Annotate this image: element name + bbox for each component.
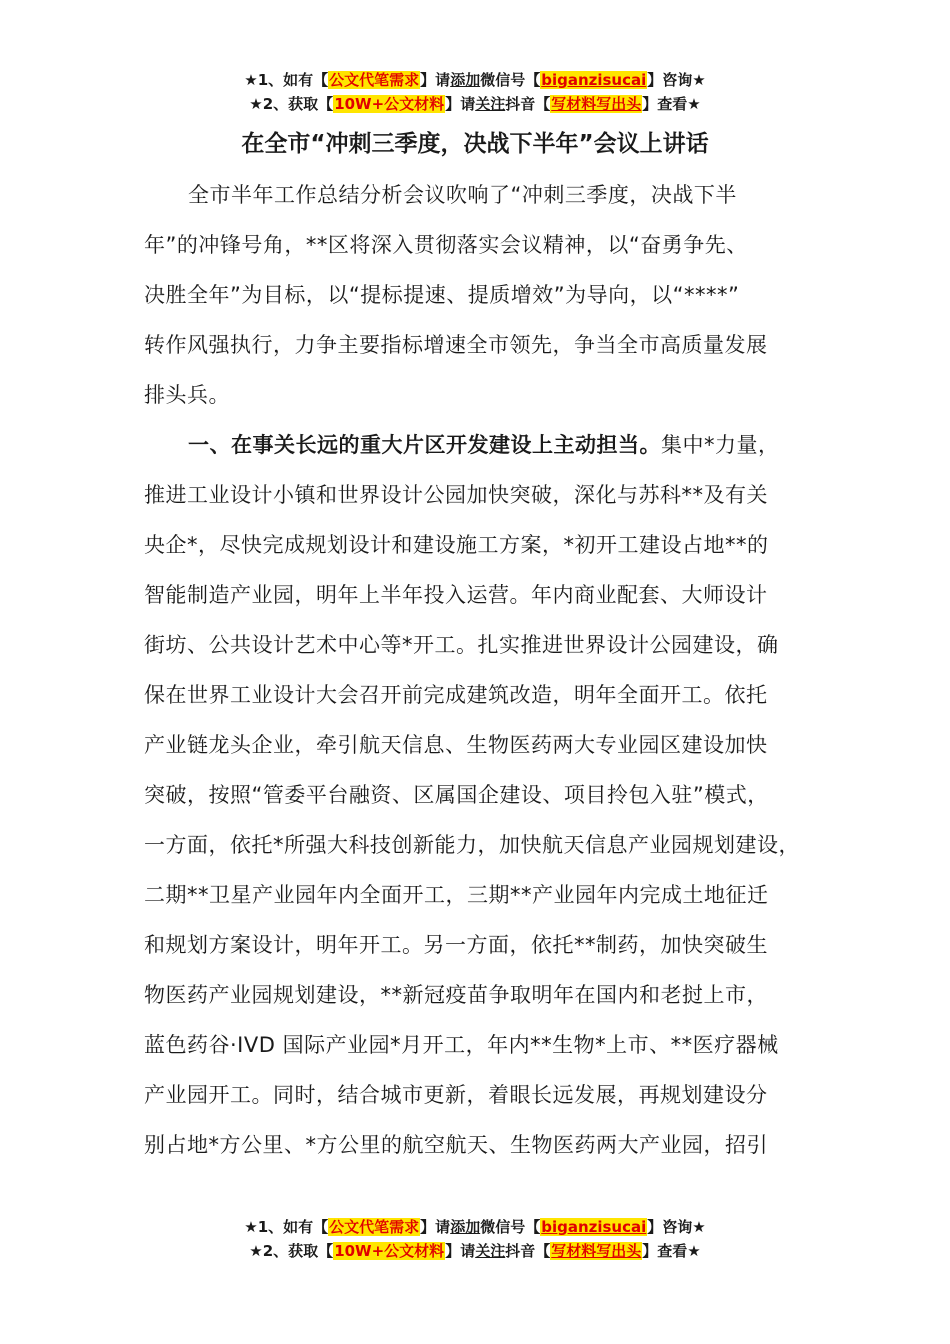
paragraph-line: 排头兵。 xyxy=(144,383,230,407)
paragraph-text: 集中*力量， xyxy=(661,433,780,457)
section-heading-line xyxy=(144,420,834,470)
document-title: 在全市“冲刺三季度，决战下半年”会议上讲话 xyxy=(241,131,709,157)
paragraph-line: 和规划方案设计，明年开工。另一方面，依托**制药，加快突破生 xyxy=(144,933,768,957)
paragraph-line: 物医药产业园规划建设，**新冠疫苗争取明年在国内和老挝上市， xyxy=(144,983,768,1007)
banner-highlight-wechat-id: biganzisucai xyxy=(541,1218,647,1236)
banner-highlight: 10W+公文材料 xyxy=(334,95,445,113)
banner-text: ★1、如有【 xyxy=(244,1218,329,1236)
banner-text: 】请 xyxy=(420,71,451,89)
banner-text: 抖音【 xyxy=(505,1242,551,1260)
banner-text: 】请 xyxy=(420,1218,451,1236)
paragraph-line: 央企*，尽快完成规划设计和建设施工方案，*初开工建设占地**的 xyxy=(144,533,769,557)
banner-text: 微信号【 xyxy=(480,71,541,89)
paragraph-line: 蓝色药谷·IVD 国际产业园*月开工，年内**生物*上市、**医疗器械 xyxy=(144,1033,779,1057)
banner-text: 】咨询★ xyxy=(647,1218,706,1236)
banner-text: 】咨询★ xyxy=(647,71,706,89)
paragraph-line: 年”的冲锋号角，**区将深入贯彻落实会议精神，以“奋勇争先、 xyxy=(144,233,748,257)
banner-highlight-wechat-id: biganzisucai xyxy=(541,71,647,89)
paragraph-line: 街坊、公共设计艺术中心等*开工。扎实推进世界设计公园建设，确 xyxy=(144,633,779,657)
banner-text: 】查看★ xyxy=(642,1242,701,1260)
banner-text: ★2、获取【 xyxy=(249,1242,334,1260)
paragraph-line: 智能制造产业园，明年上半年投入运营。年内商业配套、大师设计 xyxy=(144,583,768,607)
paragraph-line: 突破，按照“管委平台融资、区属国企建设、项目拎包入驻”模式， xyxy=(144,783,769,807)
banner-underlined-text: 添加 xyxy=(450,1218,481,1236)
paragraph-line: 全市半年工作总结分析会议吹响了“冲刺三季度，决战下半 xyxy=(188,183,737,207)
banner-underlined-text: 关注 xyxy=(475,95,506,113)
banner-highlight: 公文代笔需求 xyxy=(329,1218,420,1236)
banner-highlight-douyin-id: 写材料写出头 xyxy=(551,1242,642,1260)
paragraph-line: 别占地*方公里、*方公里的航空航天、生物医药两大产业园，招引 xyxy=(144,1133,768,1157)
banner-line-1 xyxy=(0,68,950,92)
banner-underlined-text: 关注 xyxy=(475,1242,506,1260)
banner-underlined-text: 添加 xyxy=(450,71,481,89)
paragraph-line: 决胜全年”为目标，以“提标提速、提质增效”为导向，以“****” xyxy=(144,283,740,307)
banner-highlight-douyin-id: 写材料写出头 xyxy=(551,95,642,113)
banner-highlight: 10W+公文材料 xyxy=(334,1242,445,1260)
paragraph-line: 推进工业设计小镇和世界设计公园加快突破，深化与苏科**及有关 xyxy=(144,483,768,507)
paragraph-line: 一方面，依托*所强大科技创新能力，加快航天信息产业园规划建设， xyxy=(144,833,800,857)
document-body xyxy=(144,170,834,1170)
footer-banner xyxy=(0,1215,950,1263)
banner-text: 】请 xyxy=(445,1242,476,1260)
banner-text: ★2、获取【 xyxy=(249,95,334,113)
banner-highlight: 公文代笔需求 xyxy=(329,71,420,89)
banner-text: ★1、如有【 xyxy=(244,71,329,89)
banner-text: 抖音【 xyxy=(505,95,551,113)
banner-line-2 xyxy=(0,1239,950,1263)
paragraph-line: 产业链龙头企业，牵引航天信息、生物医药两大专业园区建设加快 xyxy=(144,733,768,757)
paragraph-line: 产业园开工。同时，结合城市更新，着眼长远发展，再规划建设分 xyxy=(144,1083,768,1107)
banner-line-1 xyxy=(0,1215,950,1239)
paragraph-line: 保在世界工业设计大会召开前完成建筑改造，明年全面开工。依托 xyxy=(144,683,768,707)
header-banner xyxy=(0,68,950,116)
paragraph-line: 二期**卫星产业园年内全面开工，三期**产业园年内完成土地征迁 xyxy=(144,883,769,907)
banner-text: 微信号【 xyxy=(480,1218,541,1236)
banner-text: 】查看★ xyxy=(642,95,701,113)
section-heading: 一、在事关长远的重大片区开发建设上主动担当。 xyxy=(188,433,661,457)
banner-text: 】请 xyxy=(445,95,476,113)
paragraph-line: 转作风强执行，力争主要指标增速全市领先，争当全市高质量发展 xyxy=(144,333,768,357)
banner-line-2 xyxy=(0,92,950,116)
